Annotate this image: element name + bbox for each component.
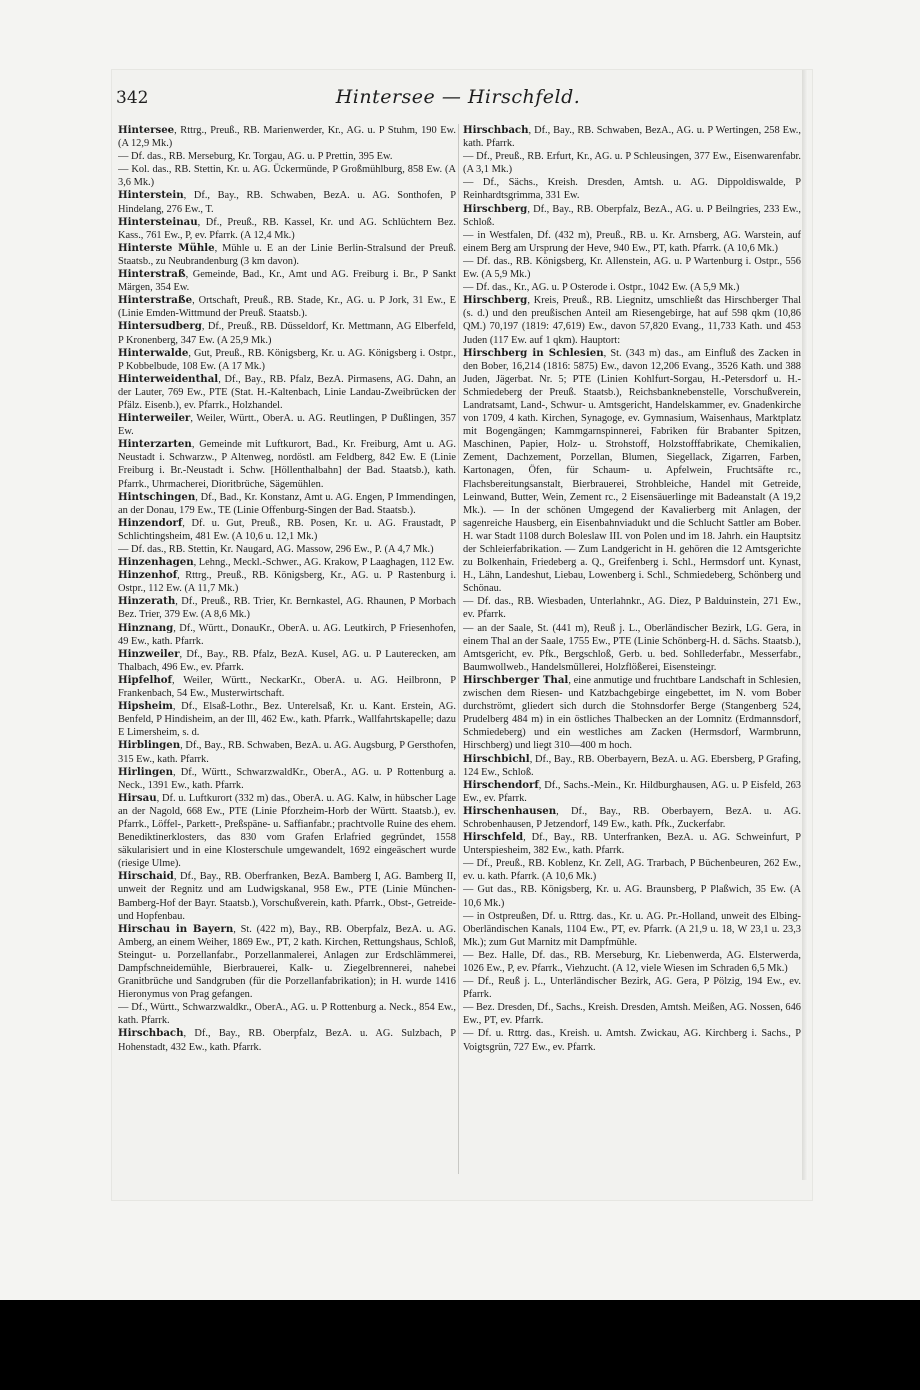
- entry-text: , Weiler, Württ., NeckarKr., OberA. u. AG. Heilbronn, P Frankenbach, 54 Ew., Musterwirtschaft.: [118, 674, 456, 700]
- dictionary-entry: [118, 412, 456, 438]
- dictionary-entry: [463, 753, 801, 779]
- dictionary-entry: [118, 189, 456, 215]
- dictionary-entry: [463, 1001, 801, 1027]
- entry-text: , Rttrg., Preuß., RB. Marienwerder, Kr., AG. u. P Stuhm, 190 Ew. (A 12,9 Mk.): [118, 125, 456, 150]
- dictionary-entry: [463, 294, 801, 346]
- dictionary-entry: [118, 739, 456, 765]
- entry-text: — Df., Preuß., RB. Koblenz, Kr. Zell, AG. Trarbach, P Büchenbeuren, 262 Ew., ev. u. kath. Pfarrk. (A 10,6 Mk.): [463, 858, 801, 883]
- entry-headword: Hirschbichl: [463, 752, 530, 765]
- entry-headword: Hirschberger Thal: [463, 673, 569, 686]
- entry-headword: Hirblingen: [118, 739, 181, 752]
- dictionary-entry: [118, 923, 456, 1002]
- entry-text: , Df., Bay., RB. Unterfranken, BezA. u. AG. Schweinfurt, P Unterspiesheim, 382 Ew., kath. Pfarrk.: [463, 832, 801, 857]
- dictionary-entry: [118, 150, 456, 163]
- entry-text: , Gut, Preuß., RB. Königsberg, Kr. u. AG. Königsberg i. Ostpr., P Kobbelbude, 108 Ew. (A 17 Mk.): [118, 347, 456, 372]
- entry-headword: Hinterste Mühle: [118, 241, 215, 254]
- entry-headword: Hinterstein: [118, 189, 184, 202]
- dictionary-entry: [118, 792, 456, 871]
- dictionary-entry: [118, 216, 456, 242]
- entry-headword: Hinterstraß: [118, 268, 186, 281]
- page-edge-shadow: [802, 70, 808, 1180]
- entry-text: , Df., Bay., RB. Pfalz, BezA. Pirmasens, AG. Dahn, an der Lauter, 769 Ew., PTE (Stat. H.-Kaltenbach, Linie Landau-Zweibrücken der Pfälz. Eisenb.), ev. Pfarrk., Holzhandel.: [118, 373, 456, 411]
- entry-text: , Df., Elsaß-Lothr., Bez. Unterelsaß, Kr. u. Kant. Erstein, AG. Benfeld, P Hindisheim, an der Ill, 462 Ew., kath. Pfarrk., Wallfahrtskapelle; dazu E Limersheim, s. d.: [118, 701, 456, 739]
- entry-text: , Df. u. Gut, Preuß., RB. Posen, Kr. u. AG. Fraustadt, P Schlichtingsheim, 481 Ew. (A 10,6 u. 12,1 Mk.): [118, 517, 456, 542]
- entry-headword: Hirschberg: [463, 202, 528, 215]
- dictionary-entry: [118, 674, 456, 700]
- entry-headword: Hinzerath: [118, 595, 176, 608]
- dictionary-entry: [463, 255, 801, 281]
- entry-text: , Df., Bay., RB. Schwaben, BezA. u. AG. Sonthofen, P Hindelang, 276 Ew., T.: [118, 190, 456, 215]
- page-number: 342: [116, 88, 149, 108]
- entry-text: , Df., Bay., RB. Oberpfalz, BezA., AG. u. P Beilngries, 233 Ew., Schloß.: [463, 203, 801, 228]
- entry-text: — in Ostpreußen, Df. u. Rttrg. das., Kr. u. AG. Pr.-Holland, unweit des Elbing-Oberländischen Kanals, 1104 Ew., PT, ev. Pfarrk. (A 21,9 u. 18, W 23,1 u. 23,3 Mk.); zum Gut Marnitz mit Dampfmühle.: [463, 910, 801, 948]
- dictionary-entry: [118, 320, 456, 346]
- entry-text: , eine anmutige und fruchtbare Landschaft in Schlesien, zwischen dem Riesen- und Katzbachgebirge eingebettet, im N. vom Bober durchströmt, gliedert sich durch die Stohnsdorfer Berge (Stangenberg 524, Prudelberg 484 m) in ein östliches Thalbecken an der Lomnitz (Erdmannsdorf, Schmiedeberg) und ein westliches am Zacken (Hermsdorf, Warmbrunn, Hirschberg) und liegt 310—400 m hoch.: [463, 674, 801, 752]
- entry-text: — Kol. das., RB. Stettin, Kr. u. AG. Ückermünde, P Großmühlburg, 858 Ew. (A 3,6 Mk.): [118, 164, 456, 189]
- right-column: [463, 124, 801, 1184]
- entry-headword: Hinterzarten: [118, 438, 192, 451]
- entry-text: , Df., Bay., RB. Oberpfalz, BezA. u. AG. Sulzbach, P Hohenstadt, 432 Ew., kath. Pfarrk.: [118, 1028, 456, 1053]
- entry-text: — Gut das., RB. Königsberg, Kr. u. AG. Braunsberg, P Plaßwich, 35 Ew. (A 10,6 Mk.): [463, 884, 801, 909]
- entry-headword: Hinzweiler: [118, 647, 180, 660]
- entry-text: , Df., Sachs.-Mein., Kr. Hildburghausen, AG. u. P Eisfeld, 263 Ew., ev. Pfarrk.: [463, 779, 801, 804]
- entry-text: , Df., Württ., DonauKr., OberA. u. AG. Leutkirch, P Friesenhofen, 49 Ew., kath. Pfarrk.: [118, 622, 456, 647]
- entry-text: , Gemeinde, Bad., Kr., Amt und AG. Freiburg i. Br., P Sankt Märgen, 354 Ew.: [118, 269, 456, 294]
- entry-headword: Hirschberg in Schlesien: [463, 346, 604, 359]
- dictionary-entry: [118, 347, 456, 373]
- dictionary-entry: [118, 1001, 456, 1027]
- dictionary-entry: [463, 124, 801, 150]
- dictionary-entry: [463, 779, 801, 805]
- entry-text: — Bez. Halle, Df. das., RB. Merseburg, Kr. Liebenwerda, AG. Elsterwerda, 1026 Ew., P, ev. Pfarrk., Viehzucht. (A 12, viele Wiesen im Schraden 6,5 Mk.): [463, 949, 801, 974]
- entry-text: , Kreis, Preuß., RB. Liegnitz, umschließt das Hirschberger Thal (s. d.) und den preußischen Anteil am Riesengebirge, hat auf 598 qkm (10,86 QM.) 70,197 (1819: 47,619) Ew., davon 57,820 Evang., 11,733 Kath. und 453 Juden (117 Ew. auf 1 qkm). Hauptort:: [463, 295, 801, 346]
- entry-text: — Df. das., RB. Wiesbaden, Unterlahnkr., AG. Diez, P Balduinstein, 271 Ew., ev. Pfarrk.: [463, 596, 801, 621]
- entry-text: — Df., Sächs., Kreish. Dresden, Amtsh. u. AG. Dippoldiswalde, P Reinhardtsgrimma, 331 Ew.: [463, 177, 801, 202]
- entry-text: , Df., Bay., RB. Pfalz, BezA. Kusel, AG. u. P Lauterecken, am Thalbach, 496 Ew., ev. Pfarrk.: [118, 648, 456, 673]
- dictionary-entry: [118, 268, 456, 294]
- entry-text: , St. (343 m) das., am Einfluß des Zacken in den Bober, 16,214 (1816: 5875) Ew., davon 12,206 Evang., 3526 Kath. und 388 Juden, Jägerbat. Nr. 5; PTE (Linien Kohlfurt-Sorgau, H.-Petersdorf u. H.-Schmiedeberg der Preuß. Staatsb.), Reichsbanknebenstelle, Vorschußverein, Landratsamt, Land-, Schwur- u. Amtsgericht, Handelskammer, ev. Gnadenkirche von 1709, 4 kath. Kirchen, Synagoge, ev. Gymnasium, Waisenhaus, Marktplatz mit Bogengängen; Kammgarnspinnerei, Fabriken für Brabanter Spitzen, Maschinen, Papier, Holz- u. Strohstoff, Holzstofffabrikate, Chemikalien, Zement, Dachzement, Porzellan, Blumen, Siegellack, Zigarren, Farben, Kartonagen, Öfen, für Schaum- u. Apfelwein, Fruchtsäfte rc., Flachsbereitungsanstalt, Bierbrauerei, Strohbleiche, Handel mit Getreide, Leinwand, Butter, Wein, Zement rc., 2 Eisensäuerlinge mit Badeanstalt (A 19,2 Mk.). — In der schönen Umgegend der Kavalierberg mit Anlagen, der sagenreiche Hausberg, ein Eisenbahnviadukt und die Schlucht Sattler am Bober. H. war Stadt 1108 durch Boleslaw III. von Polen und im 18. Jahrh. ein Hauptsitz der Schleierfabrikation. — Zum Landgericht in H. gehören die 12 Amtsgerichte zu Bolkenhain, Friedeberg a. Q., Greifenberg i. Schl., Hermsdorf unt. Kynast, H., Lähn, Landeshut, Liebau, Lowenberg i. Schl., Schmiedeberg, Schönberg und Schönau.: [463, 347, 801, 595]
- dictionary-entry: [463, 1027, 801, 1053]
- dictionary-entry: [463, 622, 801, 674]
- running-title: Hintersee — Hirschfeld.: [335, 86, 581, 108]
- column-divider: [458, 124, 459, 1174]
- entry-headword: Hinzenhof: [118, 569, 178, 582]
- dictionary-entry: [463, 949, 801, 975]
- entry-text: , Df., Preuß., RB. Düsseldorf, Kr. Mettmann, AG Elberfeld, P Kronenberg, 347 Ew. (A 25,9 Mk.): [118, 321, 456, 346]
- entry-text: , St. (422 m), Bay., RB. Oberpfalz, BezA. u. AG. Amberg, an einem Weiher, 1869 Ew., PT, 2 kath. Kirchen, Rettungshaus, Schloß, Steingut- u. Porzellanfabr., Porzellanmalerei, Anlagen zur Erdschlämmerei, Dampfschneidemühle, Bierbrauerei, Kalk- u. Ziegelbrennerei, nahebei Granitbrüche und Sandgruben (für die Porzellanfabrikation); in H. wurde 1416 Hieronymus von Prag gefangen.: [118, 923, 456, 1001]
- entry-text: , Weiler, Württ., OberA. u. AG. Reutlingen, P Dußlingen, 357 Ew.: [118, 413, 456, 438]
- entry-headword: Hipfelhof: [118, 673, 172, 686]
- page-header: [116, 86, 800, 114]
- dictionary-entry: [118, 648, 456, 674]
- dictionary-entry: [463, 805, 801, 831]
- dictionary-entry: [463, 347, 801, 596]
- dictionary-entry: [463, 595, 801, 621]
- dictionary-entry: [118, 373, 456, 412]
- entry-headword: Hirschbach: [118, 1027, 184, 1040]
- dictionary-entry: [118, 870, 456, 922]
- dictionary-entry: [118, 766, 456, 792]
- dictionary-entry: [463, 975, 801, 1001]
- dictionary-entry: [118, 1027, 456, 1053]
- dictionary-entry: [463, 150, 801, 176]
- entry-text: , Df. u. Luftkurort (332 m) das., OberA. u. AG. Kalw, in hübscher Lage an der Nagold, 668 Ew., PTE (Linie Pforzheim-Horb der Württ. Staatsb.), ev. Pfarrk., Löffel-, Parkett-, Preßspäne- u. Saffianfabr.; prachtvolle Ruine des ehem. Benediktinerklosters, das 830 vom Grafen Erlafried gegründet, 1558 säkularisiert und in eine Klosterschule umgewandelt, 1692 eingeäschert wurde (riesige Ulme).: [118, 792, 456, 870]
- entry-text: , Lehng., Meckl.-Schwer., AG. Krakow, P Laaghagen, 112 Ew.: [193, 557, 455, 569]
- entry-headword: Hintersudberg: [118, 320, 202, 333]
- entry-text: , Df., Württ., SchwarzwaldKr., OberA., AG. u. P Rottenburg a. Neck., 1391 Ew., kath. Pfarrk.: [118, 766, 456, 791]
- dictionary-entry: [118, 242, 456, 268]
- entry-text: — Bez. Dresden, Df., Sachs., Kreish. Dresden, Amtsh. Meißen, AG. Nossen, 646 Ew., PT, ev. Pfarrk.: [463, 1002, 801, 1027]
- dictionary-entry: [118, 124, 456, 150]
- entry-headword: Hinterweiler: [118, 412, 191, 425]
- entry-text: , Df., Preuß., RB. Trier, Kr. Bernkastel, AG. Rhaunen, P Morbach Bez. Trier, 379 Ew. (A 8,6 Mk.): [118, 596, 456, 621]
- entry-headword: Hinterwalde: [118, 346, 189, 359]
- entry-headword: Hirschberg: [463, 294, 528, 307]
- entry-headword: Hipsheim: [118, 700, 173, 713]
- entry-headword: Hintersteinau: [118, 215, 198, 228]
- entry-text: , Df., Bay., RB. Oberfranken, BezA. Bamberg I, AG. Bamberg II, unweit der Regnitz und am Ludwigskanal, 958 Ew., PTE (Linie München-Bamberg-Hof der Bayr. Staatsb.), Vorschußverein, kath. Pfarrk., Obst-, Getreide- und Hopfenbau.: [118, 871, 456, 922]
- entry-headword: Hinterstraße: [118, 294, 193, 307]
- entry-text: — Df. das., RB. Königsberg, Kr. Allenstein, AG. u. P Wartenburg i. Ostpr., 556 Ew. (A 5,9 Mk.): [463, 255, 801, 281]
- entry-headword: Hirschenhausen: [463, 804, 557, 817]
- entry-headword: Hirschbach: [463, 124, 529, 136]
- entry-headword: Hinzenhagen: [118, 556, 194, 569]
- dictionary-entry: [118, 491, 456, 517]
- dictionary-entry: [118, 294, 456, 320]
- entry-headword: Hinznang: [118, 621, 174, 634]
- entry-text: , Df., Bay., RB. Schwaben, BezA., AG. u. P Wertingen, 258 Ew., kath. Pfarrk.: [463, 125, 801, 150]
- dictionary-entry: [463, 910, 801, 949]
- entry-headword: Hintersee: [118, 124, 175, 136]
- entry-text: — Df., Preuß., RB. Erfurt, Kr., AG. u. P Schleusingen, 377 Ew., Eisenwarenfabr. (A 3,1 Mk.): [463, 151, 801, 176]
- entry-headword: Hirschfeld: [463, 831, 524, 844]
- entry-headword: Hinterweidenthal: [118, 372, 219, 385]
- entry-text: , Df., Preuß., RB. Kassel, Kr. und AG. Schlüchtern Bez. Kass., 761 Ew., P, ev. Pfarrk. (A 12,4 Mk.): [118, 216, 456, 241]
- dictionary-entry: [463, 281, 801, 294]
- dictionary-entry: [118, 595, 456, 621]
- entry-text: — Df., Reuß j. L., Unterländischer Bezirk, AG. Gera, P Pölzig, 194 Ew., ev. Pfarrk.: [463, 976, 801, 1001]
- entry-text: — Df., Württ., Schwarzwaldkr., OberA., AG. u. P Rottenburg a. Neck., 854 Ew., kath. Pfarrk.: [118, 1002, 456, 1027]
- entry-text: — in Westfalen, Df. (432 m), Preuß., RB. u. Kr. Arnsberg, AG. Warstein, auf einem Berg am Ursprung der Heve, 940 Ew., PT, kath. Pfarrk. (A 10,6 Mk.): [463, 229, 801, 254]
- entry-headword: Hirschau in Bayern: [118, 922, 234, 935]
- dictionary-entry: [118, 700, 456, 739]
- dictionary-entry: [118, 622, 456, 648]
- entry-headword: Hirschendorf: [463, 778, 539, 791]
- entry-headword: Hirlingen: [118, 765, 174, 778]
- entry-headword: Hintschingen: [118, 490, 196, 503]
- dictionary-entry: [463, 883, 801, 909]
- dictionary-entry: [118, 438, 456, 490]
- entry-text: — Df. das., Kr., AG. u. P Osterode i. Ostpr., 1042 Ew. (A 5,9 Mk.): [463, 282, 740, 294]
- dictionary-entry: [118, 556, 456, 569]
- entry-text: , Ortschaft, Preuß., RB. Stade, Kr., AG. u. P Jork, 31 Ew., E (Linie Emden-Wittmund der Preuß. Staatsb.).: [118, 295, 456, 320]
- dictionary-entry: [463, 857, 801, 883]
- entry-text: , Mühle u. E an der Linie Berlin-Stralsund der Preuß. Staatsb., zu Neubrandenburg (3 km davon).: [118, 242, 456, 267]
- entry-text: — Df. das., RB. Merseburg, Kr. Torgau, AG. u. P Prettin, 395 Ew.: [118, 151, 393, 163]
- entry-text: — an der Saale, St. (441 m), Reuß j. L., Oberländischer Bezirk, LG. Gera, in einem Thal an der Saale, 1755 Ew., PTE (Linie Schönberg-H. d. Sächs. Staatsb.), Amtsgericht, ev. Pfk., Bergschloß, Gerb. u. bed. Sohllederfabr., Messerfabr., Baumwollweb., Handelsmüllerei, Holzflößerei, Eisensteingr.: [463, 622, 801, 673]
- dictionary-entry: [463, 229, 801, 255]
- entry-text: — Df. u. Rttrg. das., Kreish. u. Amtsh. Zwickau, AG. Kirchberg i. Sachs., P Voigtsgrün, 727 Ew., ev. Pfarrk.: [463, 1028, 801, 1053]
- dictionary-entry: [463, 176, 801, 202]
- bottom-black-band: [0, 1300, 920, 1390]
- dictionary-entry: [118, 569, 456, 595]
- entry-text: , Rttrg., Preuß., RB. Königsberg, Kr., AG. u. P Rastenburg i. Ostpr., 112 Ew. (A 11,7 Mk.): [118, 570, 456, 595]
- entry-text: , Df., Bay., RB. Oberbayern, BezA. u. AG. Ebersberg, P Grafing, 124 Ew., Schloß.: [463, 753, 801, 778]
- entry-headword: Hinzendorf: [118, 516, 183, 529]
- dictionary-entry: [118, 517, 456, 543]
- entry-text: , Gemeinde mit Luftkurort, Bad., Kr. Freiburg, Amt u. AG. Neustadt i. Schwarzw., P Altenweg, nordöstl. am Feldberg, 842 Ew. E (Linie Freiburg i. Br.-Neustadt i. Schw. [Höllenthalbahn] der Bad. Staatsb.), kath. Pfarrk., Uhrmacherei, Dioritbrüche, Sägemühlen.: [118, 439, 456, 490]
- entry-text: , Df., Bad., Kr. Konstanz, Amt u. AG. Engen, P Immendingen, an der Donau, 179 Ew., TE (Linie Offenburg-Singen der Bad. Staatsb.).: [118, 491, 456, 516]
- dictionary-entry: [118, 543, 456, 556]
- dictionary-entry: [463, 203, 801, 229]
- dictionary-entry: [463, 831, 801, 857]
- entry-text: , Df., Bay., RB. Oberbayern, BezA. u. AG. Schrobenhausen, P Jetzendorf, 149 Ew., kath. Pfk., Zuckerfabr.: [463, 805, 801, 830]
- dictionary-entry: [463, 674, 801, 753]
- entry-headword: Hirsau: [118, 791, 157, 804]
- dictionary-entry: [118, 163, 456, 189]
- entry-text: , Df., Bay., RB. Schwaben, BezA. u. AG. Augsburg, P Gersthofen, 315 Ew., kath. Pfarrk.: [118, 740, 456, 765]
- entry-headword: Hirschaid: [118, 870, 174, 883]
- left-column: [118, 124, 456, 1184]
- entry-text: — Df. das., RB. Stettin, Kr. Naugard, AG. Massow, 296 Ew., P. (A 4,7 Mk.): [118, 544, 434, 555]
